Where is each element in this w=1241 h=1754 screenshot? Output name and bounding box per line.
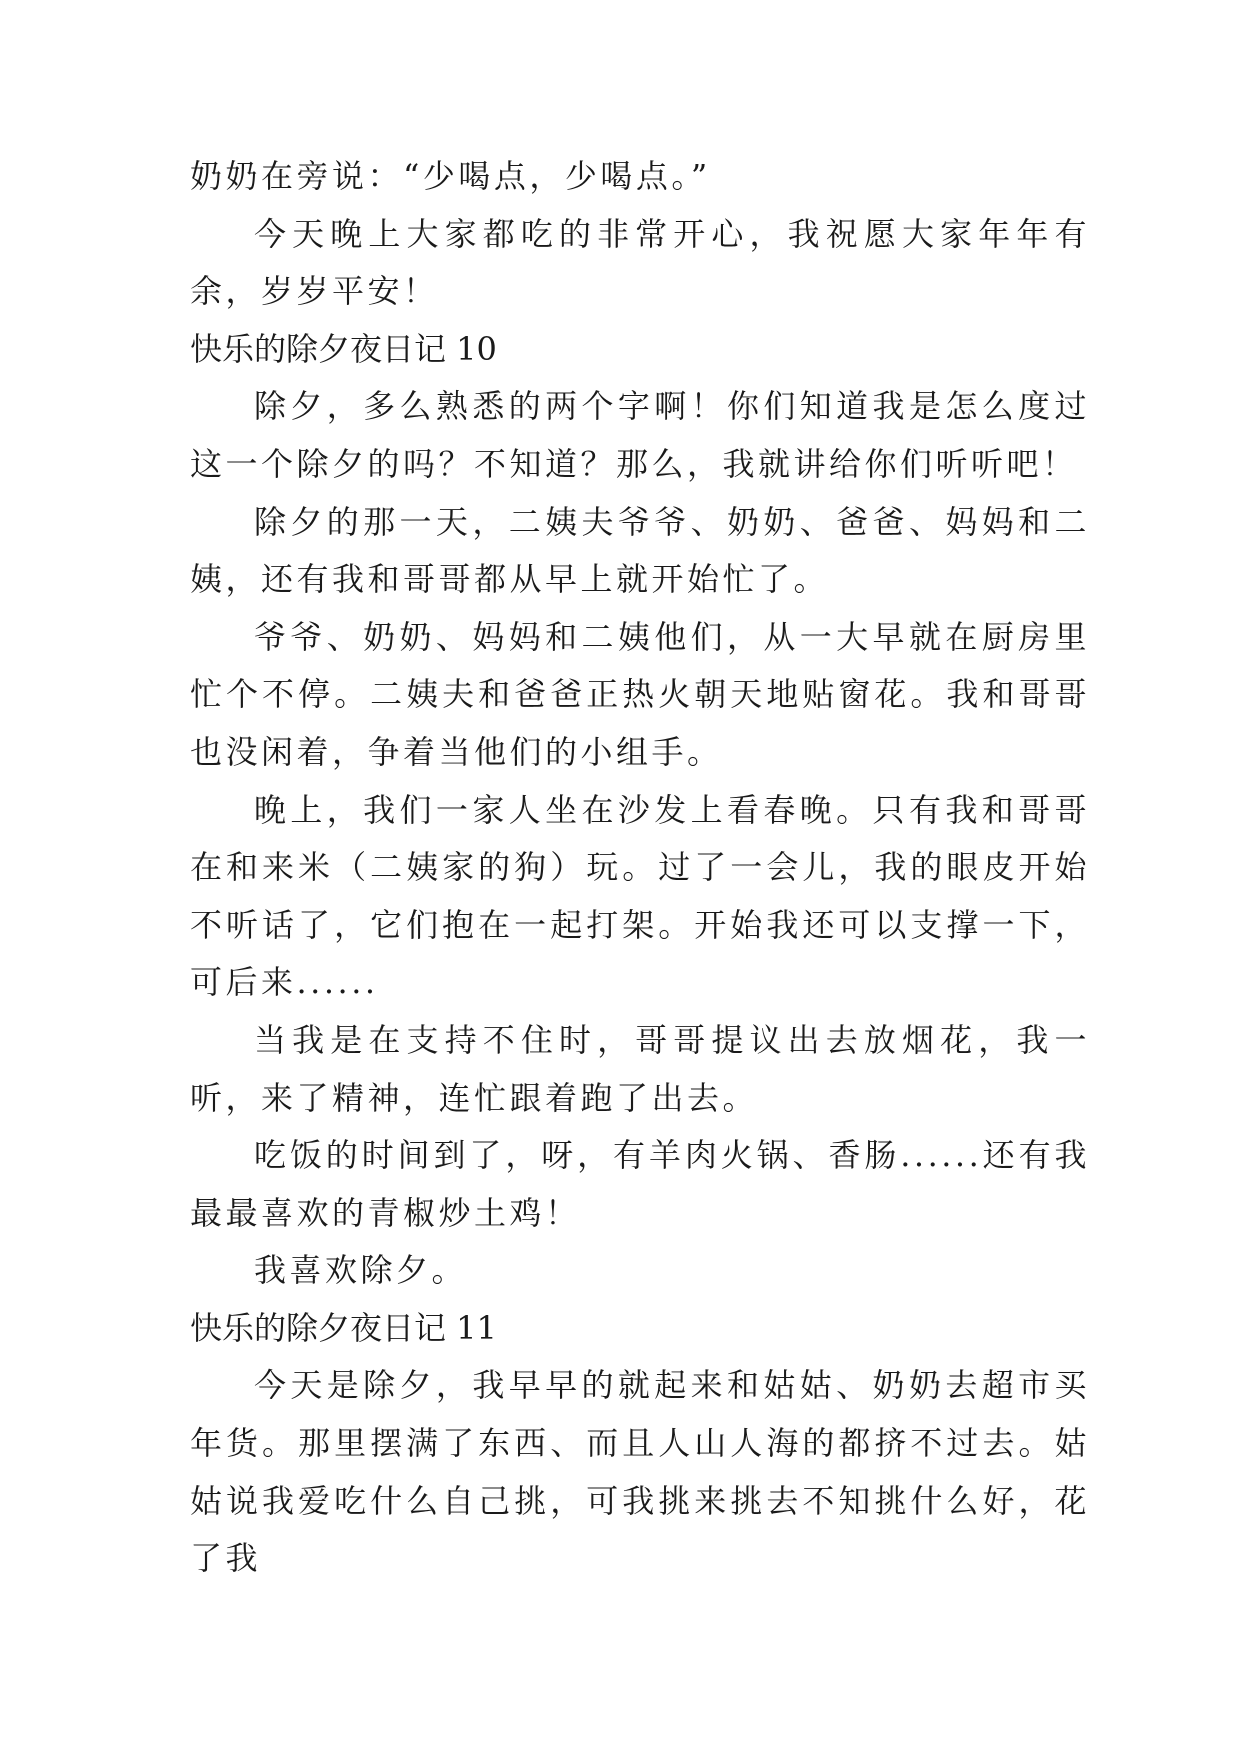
section-heading: 快乐的除夕夜日记 11 xyxy=(190,1308,497,1347)
section-heading: 快乐的除夕夜日记 10 xyxy=(190,329,497,368)
paragraph: 晚上，我们一家人坐在沙发上看春晚。只有我和哥哥在和来米（二姨家的狗）玩。过了一会儿，我的眼皮开始不听话了，它们抱在一起打架。开始我还可以支撑一下，可后来...... xyxy=(190,790,1090,1002)
document-body xyxy=(190,148,1090,1588)
paragraph: 我喜欢除夕。 xyxy=(254,1251,468,1290)
paragraph: 除夕，多么熟悉的两个字啊！你们知道我是怎么度过这一个除夕的吗？不知道？那么，我就讲给你们听听吧！ xyxy=(190,387,1090,483)
paragraph: 当我是在支持不住时，哥哥提议出去放烟花，我一听，来了精神，连忙跟着跑了出去。 xyxy=(190,1020,1090,1117)
paragraph: 吃饭的时间到了，呀，有羊肉火锅、香肠......还有我最最喜欢的青椒炒土鸡！ xyxy=(190,1136,1090,1232)
paragraph: 今天晚上大家都吃的非常开心，我祝愿大家年年有余，岁岁平安！ xyxy=(190,214,1090,311)
paragraph: 奶奶在旁说：“少喝点，少喝点。” xyxy=(190,157,711,195)
paragraph: 除夕的那一天，二姨夫爷爷、奶奶、爸爸、妈妈和二姨，还有我和哥哥都从早上就开始忙了。 xyxy=(190,502,1090,599)
paragraph: 今天是除夕，我早早的就起来和姑姑、奶奶去超市买年货。那里摆满了东西、而且人山人海的都挤不过去。姑姑说我爱吃什么自己挑，可我挑来挑去不知挑什么好，花 了我 xyxy=(190,1366,1090,1578)
paragraph: 爷爷、奶奶、妈妈和二姨他们，从一大早就在厨房里忙个不停。二姨夫和爸爸正热火朝天地贴窗花。我和哥哥也没闲着，争着当他们的小组手。 xyxy=(190,617,1090,771)
